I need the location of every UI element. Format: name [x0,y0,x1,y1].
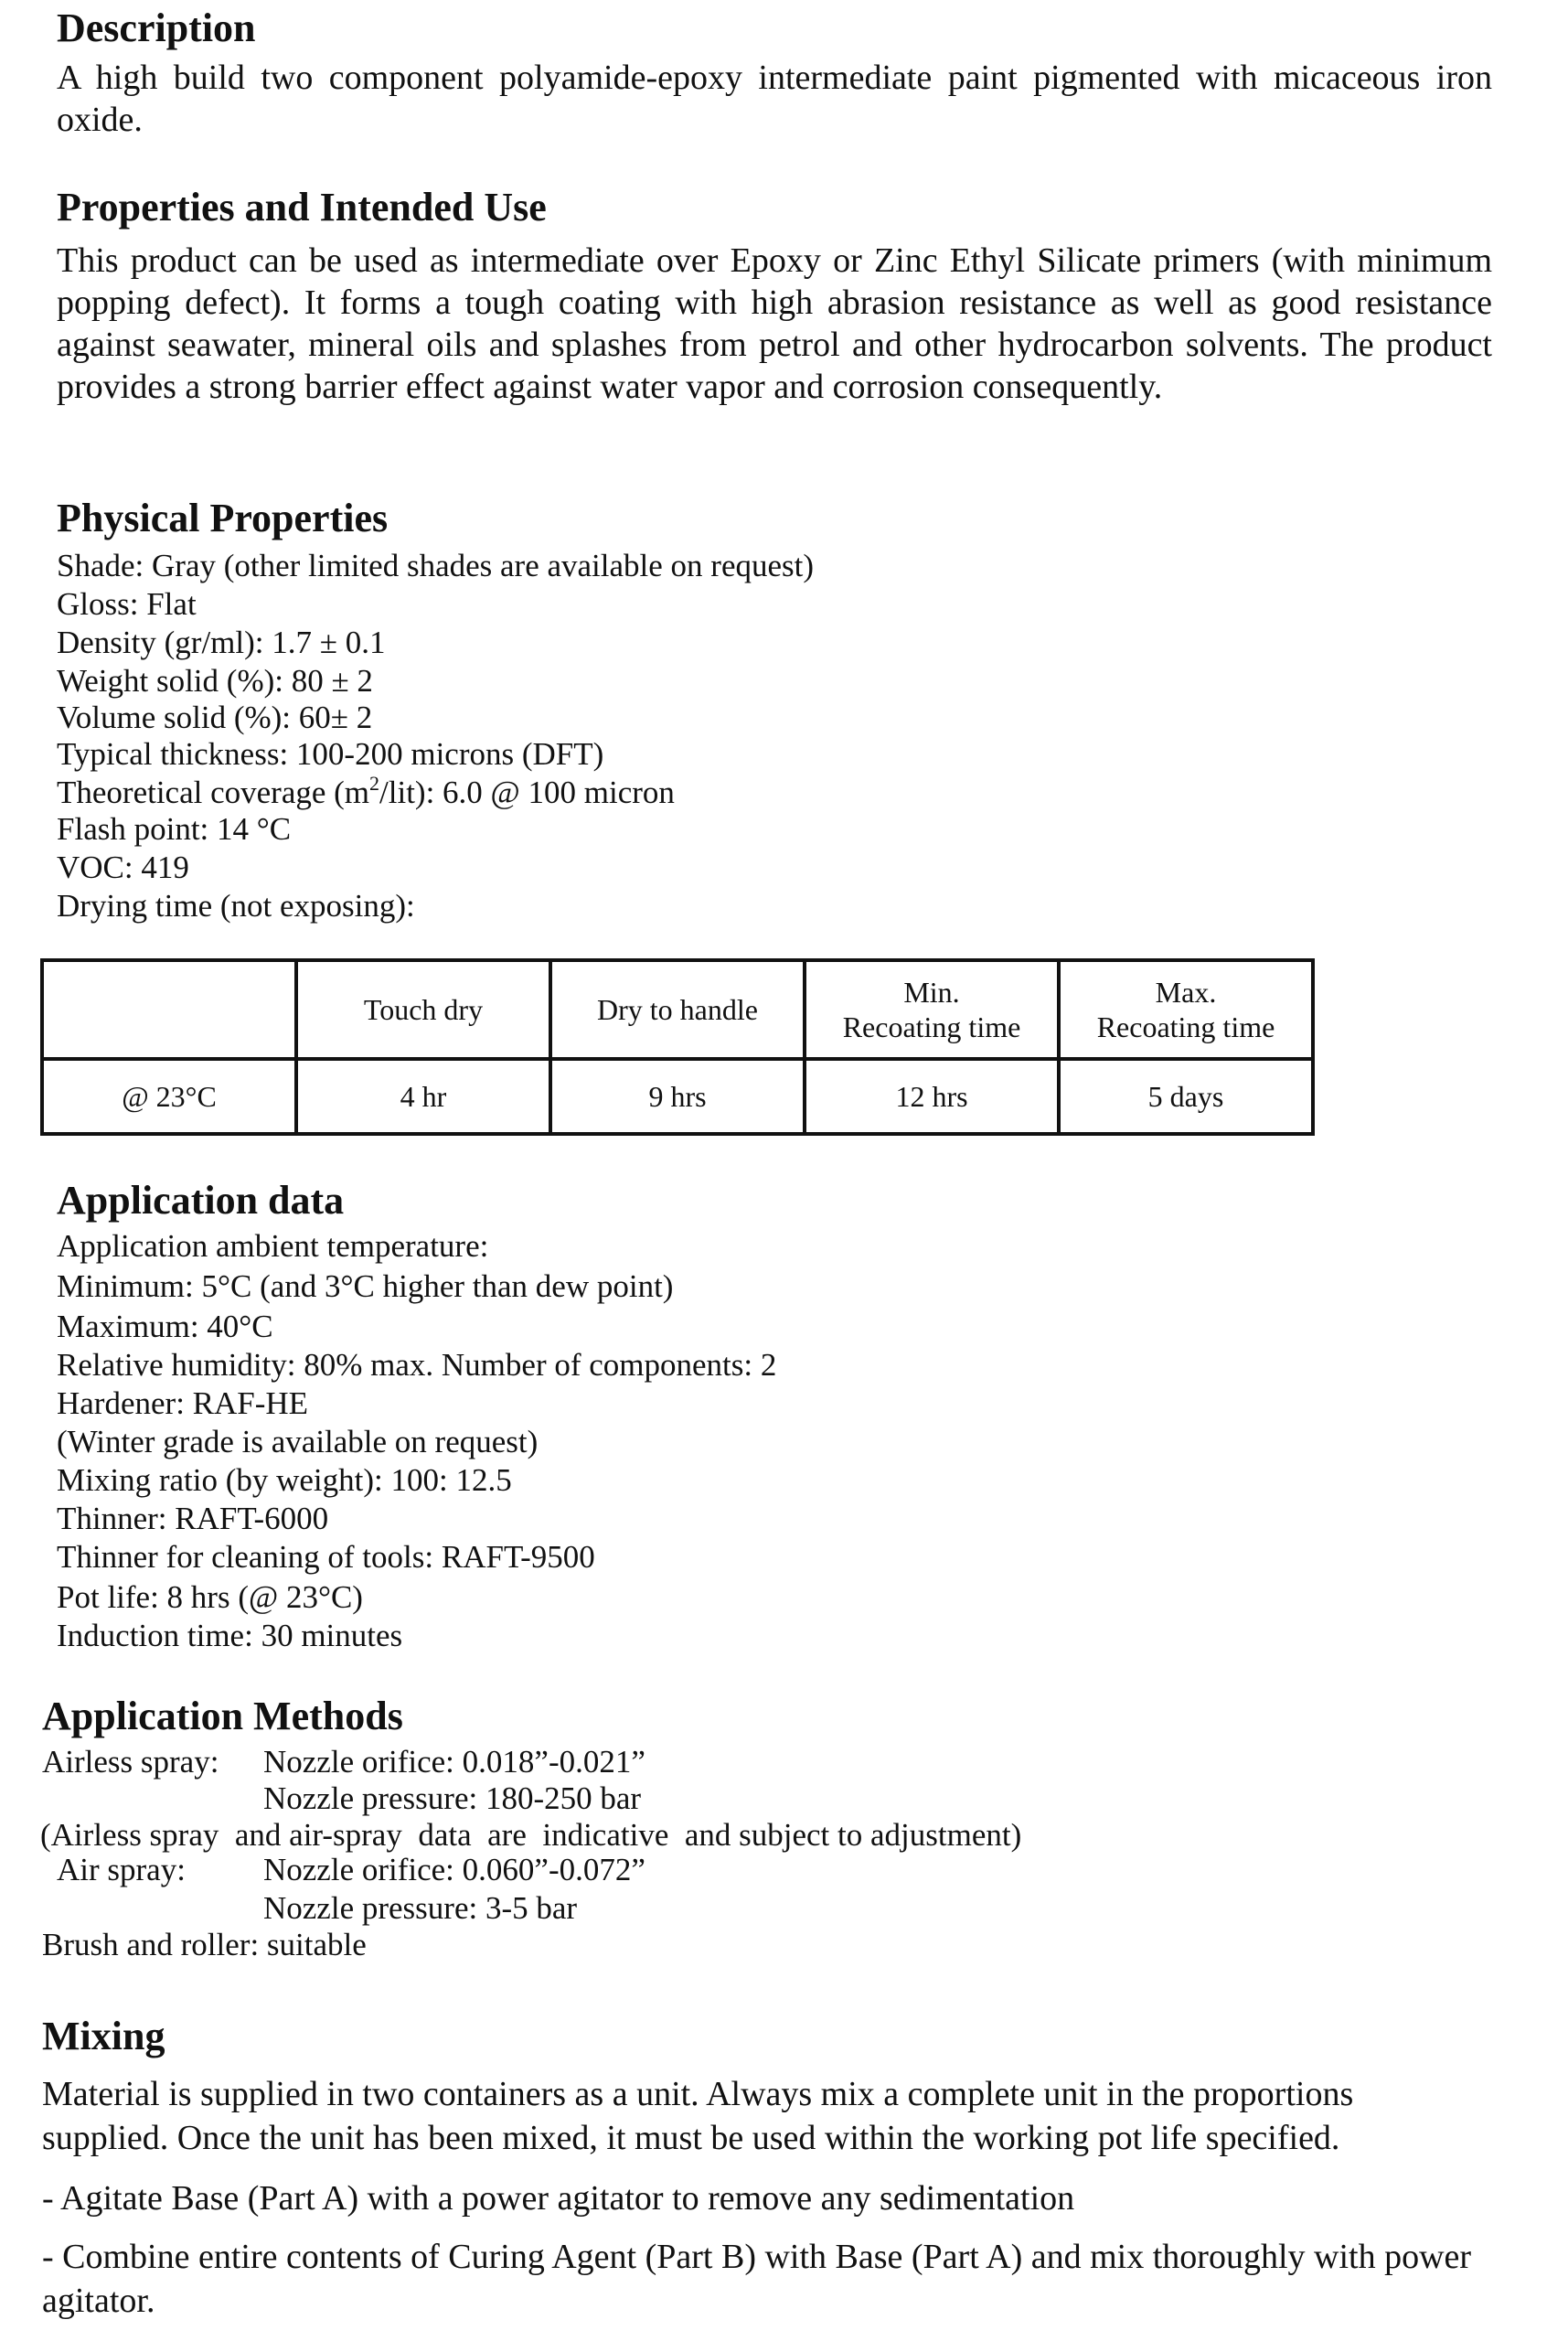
header-cell-dry-to-handle: Dry to handle [550,960,805,1059]
header-cell-min-recoating: Min. Recoating time [805,960,1059,1059]
flash-point-line: Flash point: 14 °C [57,811,292,847]
description-text: A high build two component polyamide-epoxy intermediate paint pigmented with micaceous iron oxide. [57,59,1492,139]
volume-solid-line: Volume solid (%): 60± 2 [57,700,373,735]
density-line: Density (gr/ml): 1.7 ± 0.1 [57,625,386,660]
air-spray-label: Air spray: [57,1852,186,1887]
properties-heading: Properties and Intended Use [57,185,547,230]
hardener-line: Hardener: RAF-HE [57,1385,309,1421]
cell-touch-dry: 4 hr [296,1059,550,1134]
air-orifice: Nozzle orifice: 0.060”-0.072” [263,1852,645,1887]
thinner-line: Thinner: RAFT-6000 [57,1501,329,1536]
spray-data-note: (Airless spray and air-spray data are indicative and subject to adjustment) [40,1817,1022,1853]
thickness-line: Typical thickness: 100-200 microns (DFT) [57,736,604,772]
table-header-row [42,960,1313,1059]
ambient-temp-line: Application ambient temperature: [57,1228,489,1264]
airless-pressure: Nozzle pressure: 180-250 bar [263,1780,642,1816]
coverage-post: /lit): 6.0 @ 100 micron [379,775,675,810]
application-data-heading: Application data [57,1178,345,1223]
coverage-line [57,774,675,812]
pot-life-line: Pot life: 8 hrs (@ 23°C) [57,1579,363,1615]
application-methods-heading: Application Methods [42,1694,403,1738]
weight-solid-line: Weight solid (%): 80 ± 2 [57,663,373,699]
shade-line: Shade: Gray (other limited shades are available on request) [57,548,815,583]
coverage-sup: 2 [369,772,380,795]
cell-min-recoating: 12 hrs [805,1059,1059,1134]
thinner-cleaning-line: Thinner for cleaning of tools: RAFT-9500 [57,1539,595,1575]
minimum-line: Minimum: 5°C (and 3°C higher than dew point) [57,1268,674,1304]
coverage-pre: Theoretical coverage (m [57,775,370,810]
drying-time-line: Drying time (not exposing): [57,888,415,924]
mixing-heading: Mixing [42,2014,165,2058]
mixing-text: Material is supplied in two containers as a unit. Always mix a complete unit in the proportions supplied. Once the unit has been mixed, it must be used within the working pot life specified. [42,2075,1354,2157]
winter-grade-line: (Winter grade is available on request) [57,1424,539,1459]
air-pressure: Nozzle pressure: 3-5 bar [263,1890,578,1926]
airless-spray-label: Airless spray: [42,1744,219,1780]
header-cell-touch-dry: Touch dry [296,960,550,1059]
physical-heading: Physical Properties [57,496,389,540]
description-heading: Description [57,5,256,50]
maximum-line: Maximum: 40°C [57,1309,273,1344]
cell-dry-to-handle: 9 hrs [550,1059,805,1134]
humidity-line: Relative humidity: 80% max. Number of components: 2 [57,1347,777,1383]
mixing-bullet-agitate: - Agitate Base (Part A) with a power agitator to remove any sedimentation [42,2179,1075,2218]
voc-line: VOC: 419 [57,850,189,885]
table-row [42,1059,1313,1134]
induction-time-line: Induction time: 30 minutes [57,1618,403,1653]
mixing-bullet-combine: - Combine entire contents of Curing Agent (Part B) with Base (Part A) and mix thoroughly with power agitator. [42,2238,1472,2320]
gloss-line: Gloss: Flat [57,586,197,622]
header-cell-empty [42,960,296,1059]
airless-orifice: Nozzle orifice: 0.018”-0.021” [263,1744,645,1780]
brush-roller-line: Brush and roller: suitable [42,1927,367,1962]
mixing-ratio-line: Mixing ratio (by weight): 100: 12.5 [57,1462,512,1498]
cell-max-recoating: 5 days [1059,1059,1313,1134]
drying-time-table [40,958,1315,1136]
properties-text: This product can be used as intermediate over Epoxy or Zinc Ethyl Silicate primers (with minimum popping defect). It forms a tough coating with high abrasion resistance as well as good resistance against seawater, mineral oils and splashes from petrol and other hydrocarbon solvents. The product provides a strong barrier effect against water vapor and corrosion consequently. [57,241,1492,406]
header-cell-max-recoating: Max. Recoating time [1059,960,1313,1059]
cell-temperature: @ 23°C [42,1059,296,1134]
